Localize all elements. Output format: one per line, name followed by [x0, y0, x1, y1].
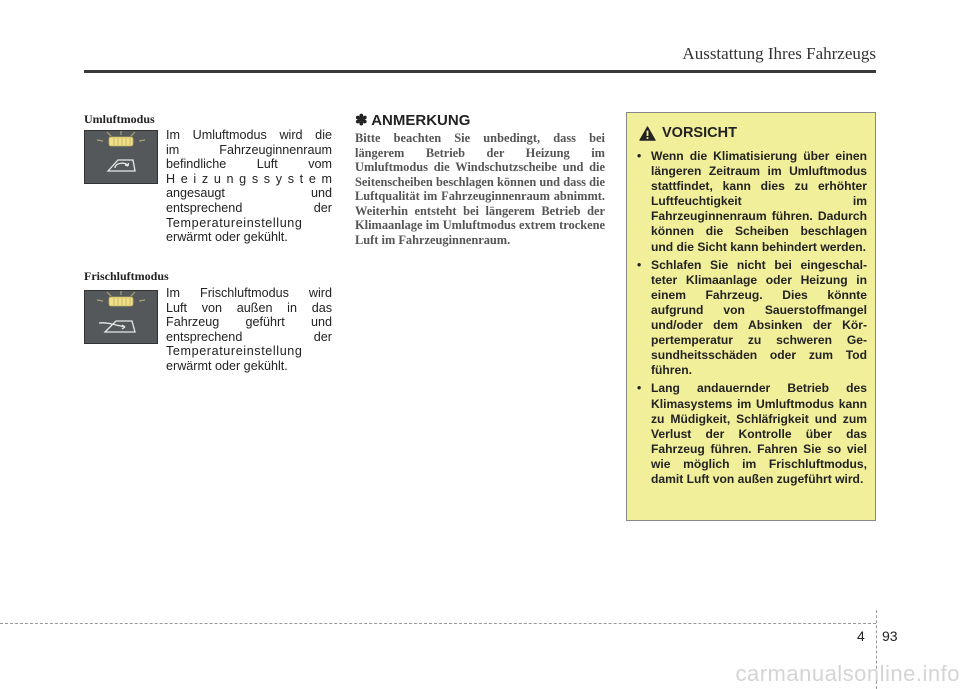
fresh-air-icon [84, 290, 158, 344]
fresh-air-line: Fahrzeug geführt und [166, 315, 332, 330]
note-text: Bitte beachten Sie unbedingt, dass bei längerem Betrieb der Heizung im Umluftmodus die Windschutzscheibe und die Seitenscheiben beschlagen können und dass die Luftqualität im Fahrzeuginnenraum abnimmt. Weiterhin entsteht bei längerem Betrieb der Klimaanlage im Umluftmodus extrem trockene Luft im Fahrzeuginnenraum. [355, 131, 605, 247]
recirculation-description [166, 128, 332, 245]
recirculation-heading: Umluftmodus [84, 112, 155, 126]
caution-item [637, 149, 867, 255]
caution-item-text: Schlafen Sie nicht bei eingeschal-teter Klimaanlage oder Heizung in einem Fahrzeug. Dies könnte aufgrund von Sauerstoffmangel und/oder dem Absinken der Kör-pertemperatur zu schweren Ge-sundheitsschäden oder zum Tod führen. [651, 257, 867, 378]
note-title-text: ANMERKUNG [371, 112, 471, 129]
page-number: 93 [882, 628, 898, 644]
recirculation-line: Im Umluftmodus wird die [166, 128, 332, 142]
recirculation-line: im Fahrzeuginnenraum [166, 142, 332, 157]
asterisk-icon: ✽ [355, 112, 368, 129]
caution-box [626, 112, 876, 521]
recirculation-line: entsprechend der [166, 200, 332, 215]
caution-item [637, 381, 867, 487]
recirculation-line: H e i z u n g s s y s t e m [166, 171, 332, 186]
recirculation-line: befindliche Luft vom [166, 157, 332, 172]
fresh-air-line: Temperatureinstellung [166, 344, 303, 359]
fresh-air-line: Luft von außen in das [166, 300, 332, 315]
bullet: • [637, 381, 642, 396]
caution-header [639, 125, 737, 141]
recirculation-line: erwärmt oder gekühlt. [166, 230, 288, 245]
fresh-air-heading: Frischluftmodus [84, 269, 169, 283]
caution-item [637, 258, 867, 379]
fresh-air-line: entsprechend der [166, 329, 332, 344]
warning-triangle-icon [639, 126, 656, 141]
header-title: Ausstattung Ihres Fahrzeugs [682, 44, 876, 63]
header-rule [84, 70, 876, 73]
watermark: carmanualsonline.info [735, 661, 960, 686]
caution-list [637, 149, 867, 490]
footer-rule [0, 623, 876, 624]
caution-item-text: Lang andauernder Betrieb des Klimasystems im Umluftmodus kann zu Müdigkeit, Schläfrigkeit und zum Verlust der Kontrolle über das Fahrzeug führen. Fahren Sie so viel wie möglich im Frischluftmodus, damit Luft von außen zugeführt wird. [651, 381, 867, 486]
fresh-air-line: erwärmt oder gekühlt. [166, 358, 288, 373]
note-title [355, 111, 470, 129]
fresh-air-description [166, 286, 332, 374]
fresh-air-line: Im Frischluftmodus wird [166, 286, 332, 300]
chapter-number: 4 [857, 628, 865, 644]
caution-item-text: Wenn die Klimatisierung über einen längeren Zeitraum im Umluftmodus stattfindet, kann dies zu erhöhter Luftfeuchtigkeit im Fahrzeuginnenraum führen. Dadurch können die Scheiben beschlagen und die Sicht kann behindert werden. [651, 149, 867, 254]
bullet: • [637, 149, 642, 163]
recirculation-line: angesaugt und [166, 186, 332, 201]
caution-title: VORSICHT [662, 125, 737, 141]
bullet: • [637, 257, 642, 272]
recirculation-line: Temperatureinstellung [166, 215, 303, 230]
recirculation-icon [84, 130, 158, 184]
